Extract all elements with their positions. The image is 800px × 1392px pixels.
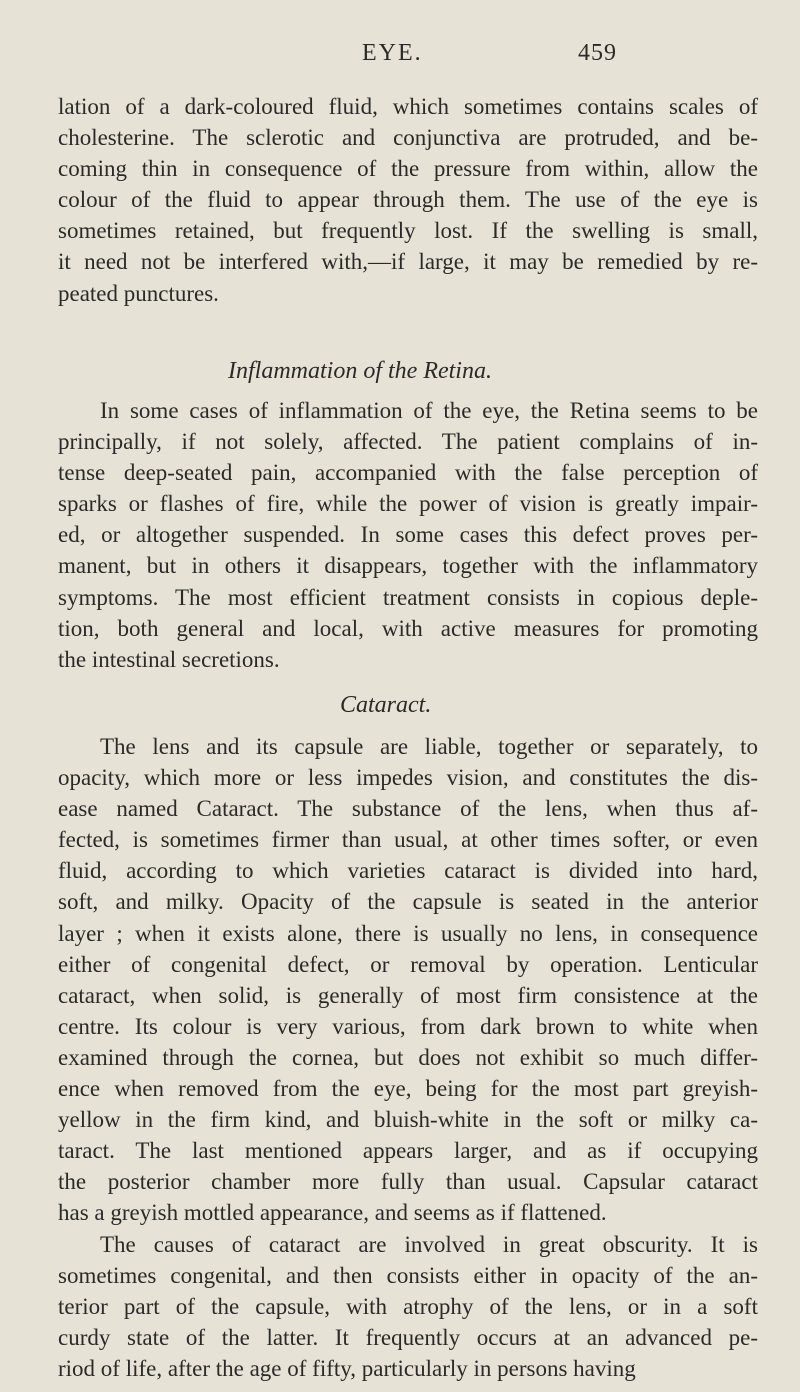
text-line: The lens and its capsule are liable, together or separately, to (100, 734, 758, 759)
text-line: colour of the fluid to appear through them. The use of the eye is (58, 187, 758, 213)
text-line: sometimes congenital, and then consists either in opacity of the an- (58, 1262, 758, 1288)
section-heading-cataract: Cataract. (340, 692, 432, 718)
text-line: manent, but in others it disappears, together with the inflammatory (58, 553, 758, 579)
page-number: 459 (578, 40, 617, 66)
text-line: tense deep-seated pain, accompanied with the false perception of (58, 460, 758, 486)
text-line: The causes of cataract are involved in great obscurity. It is (100, 1231, 758, 1257)
text-line: peated punctures. (58, 280, 219, 306)
running-title: EYE. (362, 40, 423, 66)
text-line: riod of life, after the age of fifty, particularly in persons having (58, 1355, 636, 1381)
text-line: ease named Cataract. The substance of the lens, when thus af- (58, 796, 758, 822)
text-line: sometimes retained, but frequently lost. If the swelling is small, (58, 218, 758, 244)
text-line: lation of a dark-coloured fluid, which sometimes contains scales of (58, 94, 758, 119)
text-line: sparks or flashes of fire, while the power of vision is greatly impair- (58, 491, 758, 517)
text-line: terior part of the capsule, with atrophy of the lens, or in a soft (58, 1293, 758, 1319)
text-line: has a greyish mottled appearance, and seems as if flattened. (58, 1200, 607, 1226)
text-line: soft, and milky. Opacity of the capsule is seated in the anterior (58, 889, 758, 915)
paragraph-retina (58, 395, 758, 675)
text-line: taract. The last mentioned appears larger, and as if occupying (58, 1138, 758, 1164)
text-line: cholesterine. The sclerotic and conjunctiva are protruded, and be- (58, 125, 758, 151)
paragraph-cataract (58, 731, 758, 1384)
text-line: fected, is sometimes firmer than usual, at other times softer, or even (58, 827, 758, 853)
text-line: tion, both general and local, with active measures for promoting (58, 615, 758, 641)
text-line: In some cases of inflammation of the eye, the Retina seems to be (100, 398, 758, 423)
text-line: layer ; when it exists alone, there is usually no lens, in consequence (58, 920, 758, 946)
text-line: ence when removed from the eye, being for the most part greyish- (58, 1076, 758, 1102)
text-line: cataract, when solid, is generally of most firm consistence at the (58, 982, 758, 1008)
text-line: coming thin in consequence of the pressure from within, allow the (58, 156, 758, 182)
text-line: it need not be interfered with,—if large, it may be remedied by re- (58, 249, 758, 275)
text-line: either of congenital defect, or removal by operation. Lenticular (58, 951, 758, 977)
text-line: fluid, according to which varieties cataract is divided into hard, (58, 858, 758, 884)
text-line: principally, if not solely, affected. The patient complains of in- (58, 429, 758, 455)
text-line: symptoms. The most efficient treatment consists in copious deple- (58, 584, 758, 610)
text-line: ed, or altogether suspended. In some cases this defect proves per- (58, 522, 758, 548)
section-heading-retina: Inflammation of the Retina. (228, 358, 492, 384)
text-line: centre. Its colour is very various, from dark brown to white when (58, 1013, 758, 1039)
text-line: yellow in the firm kind, and bluish-white in the soft or milky ca- (58, 1107, 758, 1133)
text-line: the posterior chamber more fully than usual. Capsular cataract (58, 1169, 758, 1195)
paragraph-hydrops-continuation (58, 91, 758, 309)
text-line: opacity, which more or less impedes vision, and constitutes the dis- (58, 765, 758, 791)
text-line: examined through the cornea, but does not exhibit so much differ- (58, 1044, 758, 1070)
text-line: curdy state of the latter. It frequently occurs at an advanced pe- (58, 1324, 758, 1350)
text-line: the intestinal secretions. (58, 646, 280, 672)
